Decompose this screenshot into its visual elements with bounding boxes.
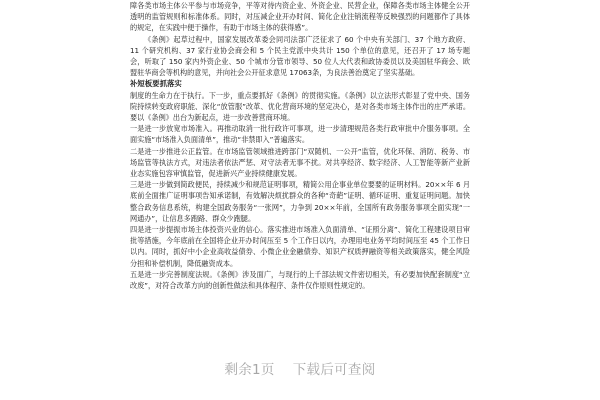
document-body [130, 0, 470, 291]
paragraph: 障各类市场主体公平参与市场竞争，平等对待内资企业、外资企业、民营企业，保障各类市场主体健全公开透明的监管规则和标准体系。同时，对压减企业开办时间、简化企业注销流程等反映强烈的问题都作了具体的规定，在实践中便于操作，有助于市场主体的获得感”。 [130, 1, 470, 33]
download-prompt[interactable] [0, 358, 600, 380]
section-heading: 补短板要抓落实 [130, 79, 182, 89]
paragraph: 制度的生命力在于执行。下一步，重点要抓好《条例》的贯彻实施。《条例》以立法形式彰显了党中央、国务院持续转变政府职能、深化“放管服”改革、优化营商环境的坚定决心，是对各类市场主体作出的庄严承诺。要以《条例》出台为新起点，进一步改善营商环境。 [130, 90, 470, 123]
paragraph: 三是进一步做到简政便民，持续减少和规范证明事项，精简公用企事业单位要要的证明材料。20××年 6 月底前全面推广证明事项告知承诺制，有效解决烦扰群众的各种“奇葩”证明、循环证明、重复证明问题。加快整合政务信息系统，构建全国政务服务“一张网”，力争到 20××年前，全国所有政务服务事项全面实现“一网通办”，让信息多跑路、群众少跑腿。 [130, 180, 470, 223]
remaining-pages-label: 剩余1页 [224, 362, 275, 378]
paragraph: 一是进一步放宽市场准入。再推动取消一批行政许可事项，进一步清理规范各类行政审批中介服务事项。全面实施“市场准入负面清单”，推动“非禁即入”普遍落实。 [130, 124, 470, 145]
paragraph: 《条例》起草过程中，国家发展改革委会同司法部广泛征求了 60 个中央有关部门、37 个地方政府、11 个研究机构、37 家行业协会商会和 5 个民主党派中央共计 150 个单位的意见，还召开了 17 场专题会，听取了 150 家内外资企业、50 个城市分管市领导、50 位人大代表和政协委员以及美国驻华商会、欧盟驻华商会等机构的意见，并向社会公开征求意见 17063条，为良法善治奠定了坚实基础。 [130, 34, 470, 78]
paragraph: 五是进一步完善制度法规。《条例》涉及面广，与现行的上千部法规文件密切相关，有必要加快配套制度“立改废”，对符合改革方向的创新性做法和具体程序、条件仅作原则性规定的。 [130, 269, 470, 291]
download-to-view-link[interactable]: 下载后可查阅 [292, 362, 376, 378]
paragraph: 二是进一步推进公正监管。在市场监管领域推进跨部门“双随机、一公开”监管，优化环保、消防、税务、市场监管等执法方式，对违法者依法严惩、对守法者无事不扰。对共享经济、数字经济、人工智能等新产业新业态实施包容审慎监管，促进新兴产业持续健康发展。 [130, 146, 470, 179]
paragraph: 四是进一步提振市场主体投资兴业的信心。落实推进市场准入负面清单、“证照分离”、简化工程建设项目审批等措施，今年底前在全国将企业开办时间压至 5 个工作日以内，办理用电业务平均时间压至 45 个工作日以内。同时，抓好中小企业高收益债券、小微企业金融债券、知识产权质押融资等相关政策落实，健全风险分担和补偿机制，降低融资成本。 [130, 225, 470, 268]
